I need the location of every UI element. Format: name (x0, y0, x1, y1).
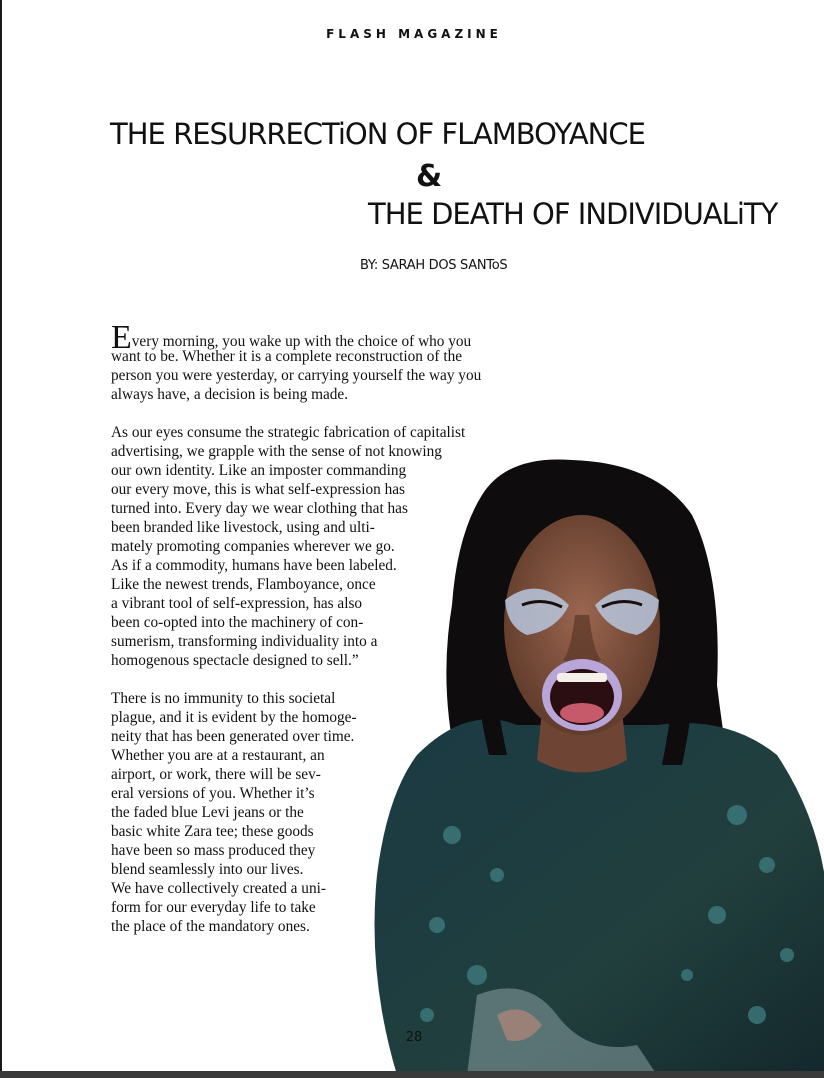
text-line: Whether you are at a restaurant, an (111, 747, 325, 764)
text-line: As our eyes consume the strategic fabrication of capitalist (111, 424, 466, 441)
text-line: We have collectively created a uni- (111, 880, 326, 897)
text-line: our own identity. Like an imposter commanding (111, 462, 407, 479)
text-line: mately promoting companies wherever we go. (111, 538, 395, 555)
text-line: advertising, we grapple with the sense of not knowing (111, 443, 442, 460)
text-line: a vibrant tool of self-expression, has also (111, 595, 363, 612)
text-line: turned into. Every day we wear clothing that has (111, 500, 408, 517)
paragraph-1 (111, 319, 551, 404)
text-line: been branded like livestock, using and ulti- (111, 519, 375, 536)
text-line: our every move, this is what self-expression has (111, 481, 405, 498)
text-line: want to be. Whether it is a complete reconstruction of the (111, 348, 463, 365)
text-line: plague, and it is evident by the homoge- (111, 709, 357, 726)
text-line: Every morning, you wake up with the choice of who you (111, 319, 472, 356)
text-line: the faded blue Levi jeans or the (111, 804, 304, 821)
text-line: person you were yesterday, or carrying yourself the way you (111, 367, 482, 384)
masthead: FLASH MAGAZINE (326, 27, 502, 41)
title-line-2: THE DEATH OF INDIVIDUALiTY (368, 197, 778, 231)
page-number: 28 (405, 1030, 423, 1045)
text-line: blend seamlessly into our lives. (111, 861, 304, 878)
text-line: have been so mass produced they (111, 842, 316, 859)
text-line: airport, or work, there will be sev- (111, 766, 321, 783)
title-line-1: THE RESURRECTiON OF FLAMBOYANCE (110, 117, 645, 151)
text-line: homogenous spectacle designed to sell.” (111, 652, 359, 669)
text-line: As if a commodity, humans have been labeled. (111, 557, 397, 574)
text-line: There is no immunity to this societal (111, 690, 336, 707)
text-line: basic white Zara tee; these goods (111, 823, 314, 840)
text-line: been co-opted into the machinery of con- (111, 614, 364, 631)
text-line: form for our everyday life to take (111, 899, 316, 916)
byline: BY: SARAH DOS SANToS (360, 258, 508, 273)
text-line: the place of the mandatory ones. (111, 918, 310, 935)
drop-cap: E (111, 319, 132, 356)
text-line: neity that has been generated over time. (111, 728, 355, 745)
text-line: always have, a decision is being made. (111, 386, 349, 403)
paragraph-3 (111, 689, 551, 936)
text-line: sumerism, transforming individuality into a (111, 633, 378, 650)
article-body (111, 319, 551, 955)
text-line: eral versions of you. Whether it’s (111, 785, 315, 802)
text-line: Like the newest trends, Flamboyance, once (111, 576, 376, 593)
title-ampersand: & (416, 159, 443, 194)
paragraph-2 (111, 423, 551, 670)
bottom-edge-bar (0, 1071, 824, 1078)
